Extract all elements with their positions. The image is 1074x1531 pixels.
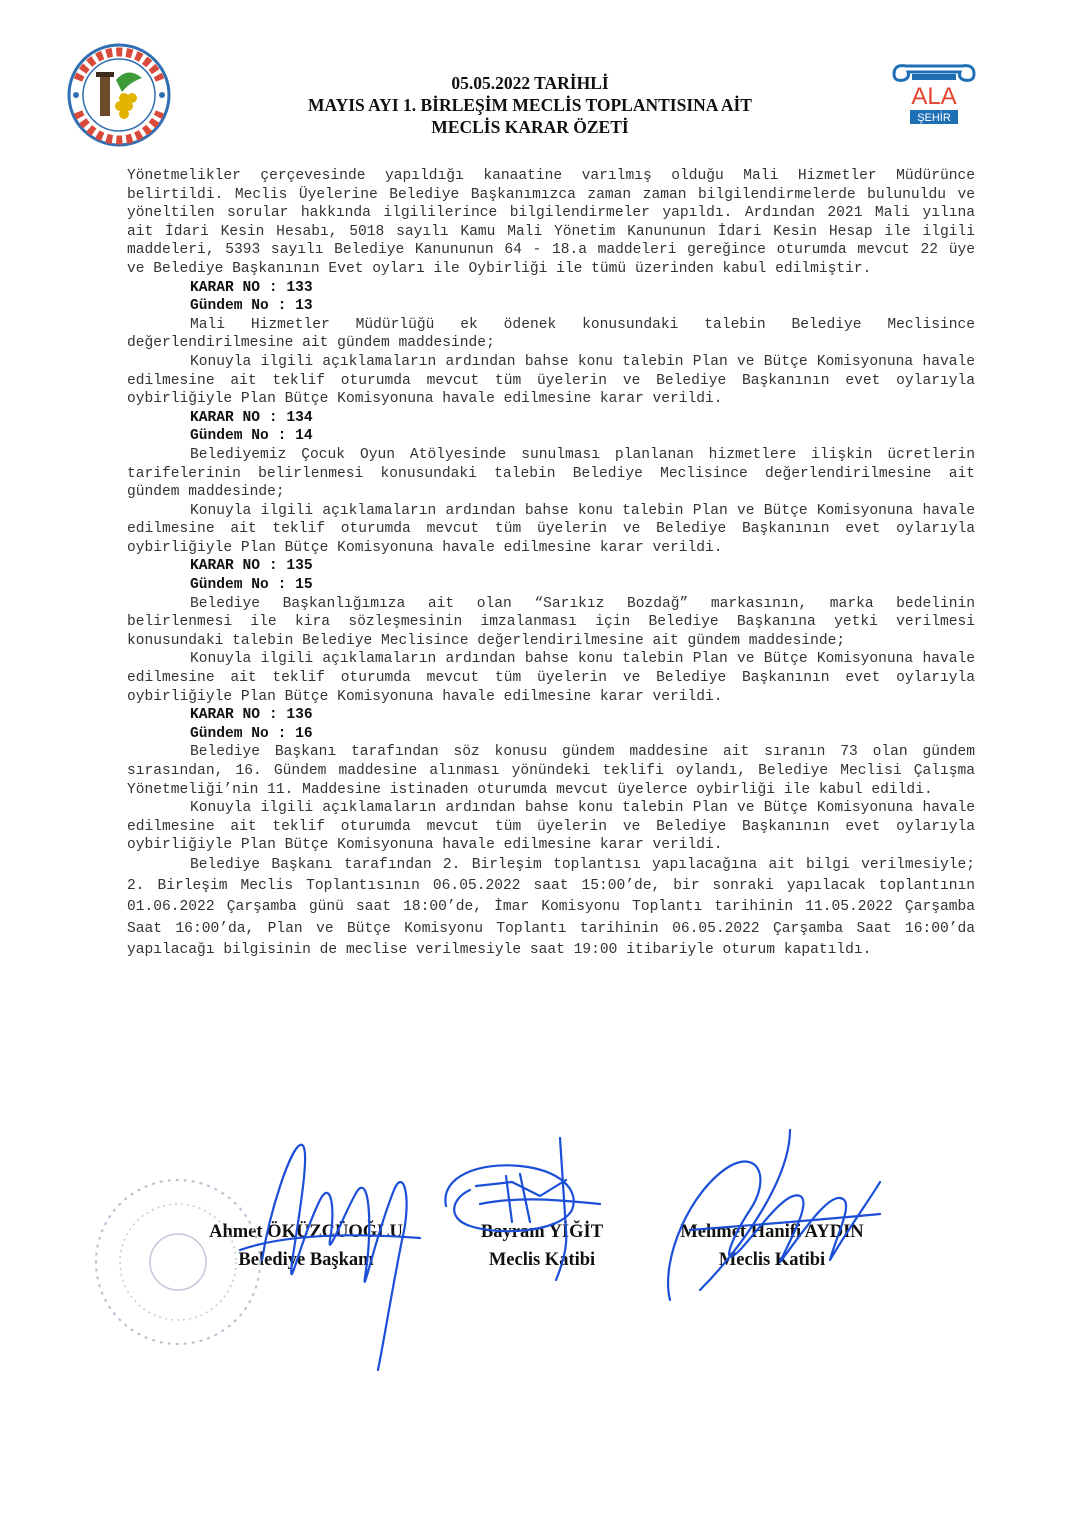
agenda-number: Gündem No : 14 — [190, 428, 313, 445]
document-header — [0, 0, 1074, 170]
signer-role: Belediye Başkanı — [238, 1250, 374, 1270]
signer-role: Meclis Katibi — [488, 1250, 596, 1270]
document-title-block — [180, 72, 880, 138]
decision-subject: Mali Hizmetler Müdürlüğü ek ödenek konusundaki talebin Belediye Meclisince değerlendirilmesine ait gündem maddesinde; — [127, 316, 975, 352]
closing-paragraph: Belediye Başkanı tarafından 2. Birleşim toplantısı yapılacağına ait bilgi verilmesiyle; 2. Birleşim Meclis Toplantısının 06.05.2022 saat 15:00’de, bir sonraki yapılacak toplantının 01.06.2022 Çarşamba günü saat 18:00’de, İmar Komisyonu Toplantı tarihinin 11.05.2022 Çarşamba Saat 16:00’da, Plan ve Bütçe Komisyonu Toplantı tarihinin 06.05.2022 Çarşamba Saat 16:00’da yapılacağı bilgisinin de meclise verilmesiyle saat 19:00 itibariyle oturum kapatıldı. — [127, 856, 975, 958]
decision-outcome: Konuyla ilgili açıklamaların ardından bahse konu talebin Plan ve Bütçe Komisyonuna havale edilmesine ait teklif oturumda mevcut tüm üyelerin ve Belediye Başkanının evet oylarıyla oybirliğiyle Plan Bütçe Komisyonuna havale edilmesine karar verildi. — [127, 651, 975, 705]
agenda-number: Gündem No : 16 — [190, 725, 313, 742]
brand-logo-ala: ALA — [911, 83, 957, 110]
alasehir-belediyesi-logo — [56, 40, 182, 150]
signature-block-clerk-1 — [452, 1218, 632, 1274]
closing-block — [127, 855, 975, 961]
intro-paragraph: Yönetmelikler çerçevesinde yapıldığı kanaatine varılmış olduğu Mali Hizmetler Müdürünce belirtildi. Meclis Üyelerine Belediye Başkanımızca zaman zaman bilgilendirmelerde bulunuldu ve yöneltilen sorular hakkında ilgililerince bilgilendirmeler yapıldı. Ardından 2021 Mali yılına ait İdari Kesin Hesabı, 5018 sayılı Kamu Mali Yönetim Kanununun İdari Kesin Hesap ile ilgili maddeleri, 5393 sayılı Belediye Kanununun 64 - 18.a maddeleri gereğince oturumda mevcut 22 üye ve Belediye Başkanının Evet oyları ile Oybirliği ile tümü üzerinden kabul edilmiştir. — [127, 168, 975, 277]
decision-134 — [127, 409, 975, 558]
signer-role: Meclis Katibi — [718, 1250, 826, 1270]
signer-name: Mehmet Hanifi AYDIN — [680, 1222, 864, 1242]
title-session: MAYIS AYI 1. BİRLEŞİM MECLİS TOPLANTISINA AİT — [308, 95, 752, 115]
decision-outcome: Konuyla ilgili açıklamaların ardından bahse konu talebin Plan ve Bütçe Komisyonuna havale edilmesine ait teklif oturumda mevcut tüm üyelerin ve Belediye Başkanının evet oylarıyla oybirliğiyle Plan Bütçe Komisyonuna havale edilmesine karar verildi. — [127, 502, 975, 556]
decision-outcome: Konuyla ilgili açıklamaların ardından bahse konu talebin Plan ve Bütçe Komisyonuna havale edilmesine ait teklif oturumda mevcut tüm üyelerin ve Belediye Başkanının evet oylarıyla oybirliğiyle Plan Bütçe Komisyonuna havale edilmesine karar verildi. — [127, 800, 975, 854]
signer-name: Bayram YİĞİT — [480, 1222, 604, 1242]
decision-number: KARAR NO : 133 — [190, 279, 313, 296]
brand-logo-sehir: ŞEHİR — [917, 112, 951, 124]
signature-block-clerk-2 — [644, 1218, 900, 1274]
decision-number: KARAR NO : 136 — [190, 707, 313, 724]
official-seal-stamp — [88, 1172, 268, 1352]
decision-136 — [127, 706, 975, 855]
document-body — [127, 167, 975, 961]
agenda-number: Gündem No : 15 — [190, 577, 313, 594]
agenda-number: Gündem No : 13 — [190, 298, 313, 315]
decision-subject: Belediyemiz Çocuk Oyun Atölyesinde sunulması planlanan hizmetlere ilişkin ücretlerin tarifelerinin belirlenmesi konusundaki talebin Belediye Meclisince değerlendirilmesine ait gündem maddesinde; — [127, 446, 975, 501]
title-date: 05.05.2022 TARİHLİ — [451, 73, 609, 93]
decision-number: KARAR NO : 134 — [190, 409, 313, 426]
title-summary: MECLİS KARAR ÖZETİ — [431, 117, 629, 137]
decision-133 — [127, 279, 975, 409]
decision-135 — [127, 557, 975, 706]
decision-subject: Belediye Başkanı tarafından söz konusu gündem maddesine ait sıranın 73 olan gündem sırasından, 16. Gündem maddesine alınması yönündeki teklifi oylandı, Belediye Meclisi Çalışma Yönetmeliği’nin 11. Maddesine istinaden oturumda mevcut üyelerce oybirliği ile kabul edildi. — [127, 744, 975, 798]
alasehir-brand-logo — [886, 60, 982, 130]
decision-number: KARAR NO : 135 — [190, 558, 313, 575]
signer-name: Ahmet ÖKÜZCÜOĞLU — [209, 1222, 403, 1242]
decision-subject: Belediye Başkanlığımıza ait olan “Sarıkız Bozdağ” markasının, marka bedelinin belirlenmesi ile kira sözleşmesinin imzalanması için Belediye Başkanına yetki verilmesi konusundaki talebin Belediye Meclisince değerlendirilmesine ait gündem maddesinde; — [127, 595, 975, 649]
decision-outcome: Konuyla ilgili açıklamaların ardından bahse konu talebin Plan ve Bütçe Komisyonuna havale edilmesine ait teklif oturumda mevcut tüm üyelerin ve Belediye Başkanının evet oylarıyla oybirliğiyle Plan Bütçe Komisyonuna havale edilmesine karar verildi. — [127, 353, 975, 408]
